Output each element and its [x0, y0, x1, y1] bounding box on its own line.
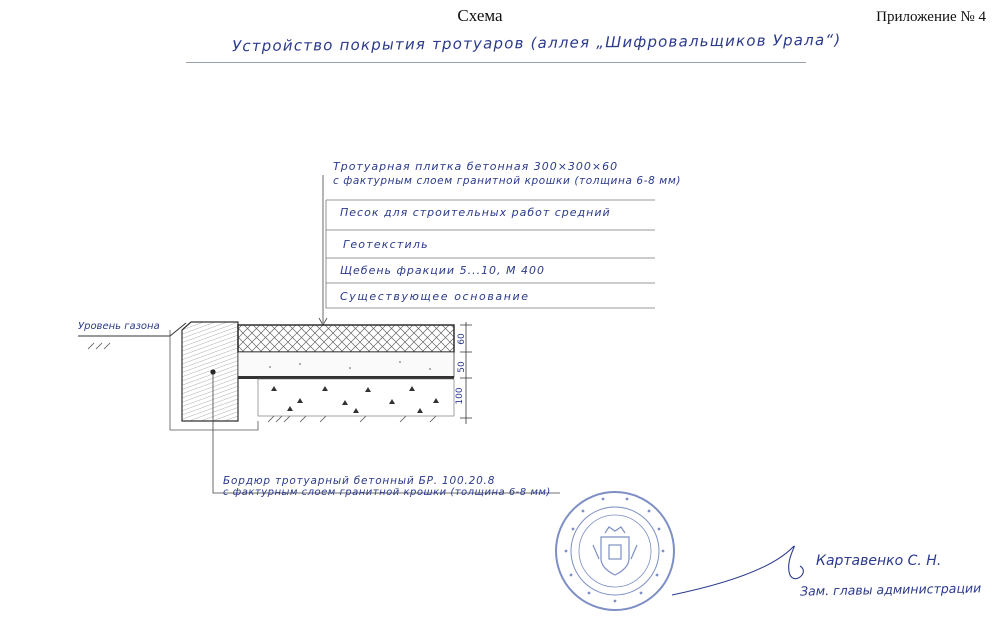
tile-label-line2: с фактурным слоем гранитной крошки (толщина 6-8 мм) [333, 175, 682, 187]
coat-of-arms-icon [593, 527, 637, 575]
document-title: Схема [457, 6, 503, 25]
tile-layer [238, 325, 454, 352]
layer-geotextile-label: Геотекстиль [343, 238, 429, 251]
geotextile-layer [238, 376, 454, 379]
dimension-tile: 60 [457, 333, 467, 345]
curb-label-line1: Бордюр тротуарный бетонный БР. 100.20.8 [223, 475, 496, 487]
signatory-position: Зам. главы администрации [799, 580, 982, 599]
sand-layer [238, 352, 454, 377]
lawn-level-label: Уровень газона [78, 321, 160, 332]
curb-label-line2: с фактурным слоем гранитной крошки (толщина 6-8 мм) [223, 487, 551, 498]
dimension-sand: 50 [457, 361, 467, 373]
layer-base-label: Существующее основание [340, 290, 530, 303]
layer-gravel-label: Щебень фракции 5...10, М 400 [340, 264, 546, 277]
official-seal-stamp [553, 489, 677, 613]
signatory-name: Картавенко С. Н. [816, 553, 942, 569]
dimension-gravel: 100 [455, 387, 465, 405]
scheme-subtitle: Устройство покрытия тротуаров (аллея „Шифровальщиков Урала“) [231, 30, 842, 56]
appendix-label: Приложение № 4 [876, 9, 986, 25]
layer-sand-label: Песок для строительных работ средний [340, 206, 611, 219]
signature-scribble [672, 546, 803, 595]
tile-label-line1: Тротуарная плитка бетонная 300×300×60 [333, 160, 619, 173]
